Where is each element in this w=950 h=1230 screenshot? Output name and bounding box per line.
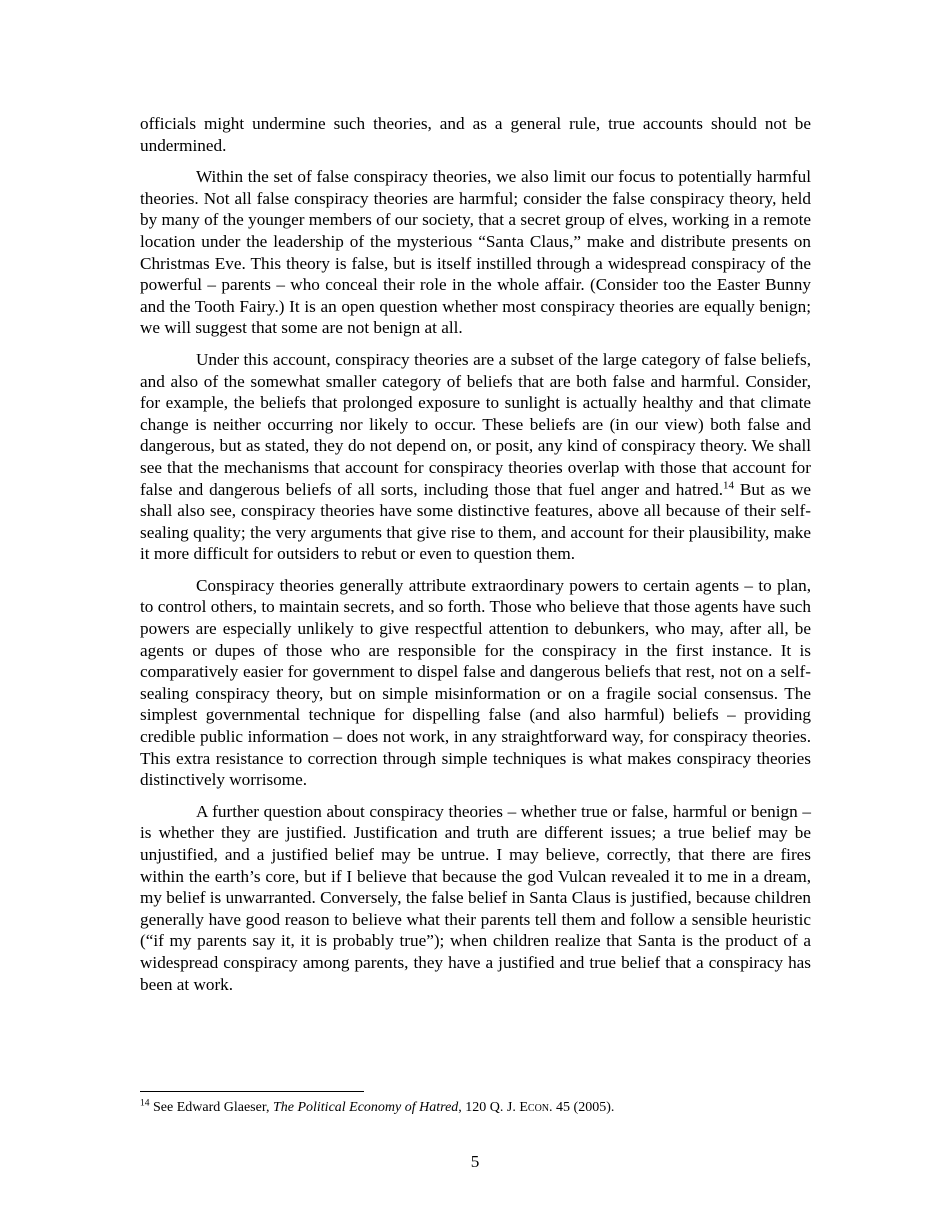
footnote-citation-end: . 45 (2005).	[549, 1100, 615, 1115]
paragraph-3-text-before-note: Under this account, conspiracy theories are a subset of the large category of false beliefs, and also of the somewhat smaller category of beliefs that are both false and harmful. Consider, for example, the beliefs that prolonged exposure to sunlight is actually healthy and that climate change is neither occurring nor likely to occur. These beliefs are (in our view) both false and dangerous, but as stated, they do not depend on, or posit, any kind of conspiracy theory. We shall see that the mechanisms that account for conspiracy theories overlap with those that account for false and dangerous beliefs of all sorts, including those that fuel anger and hatred.	[140, 349, 811, 499]
page-body	[140, 113, 811, 1005]
paragraph-3-text-after-note: But as we shall also see, conspiracy theories have some distinctive features, above all because of their self-sealing quality; the very arguments that give rise to them, and account for their plausibility, make it more difficult for outsiders to rebut or even to question them.	[140, 479, 811, 564]
footnote-reference-14[interactable]: 14	[723, 478, 734, 491]
footnote-cited-title: The Political Economy of Hatred	[272, 1100, 459, 1115]
paragraph-4: Conspiracy theories generally attribute extraordinary powers to certain agents – to plan, to control others, to maintain secrets, and so forth. Those who believe that those agents have such powers are especially unlikely to give respectful attention to debunkers, who may, after all, be agents or dupes of those who are responsible for the conspiracy in the first instance. It is comparatively easier for government to dispel false and dangerous beliefs that rest, not on a self-sealing conspiracy theory, but on simple misinformation or on a fragile social consensus. The simplest governmental technique for dispelling false (and also harmful) beliefs – providing credible public information – does not work, in any straightforward way, for conspiracy theories. This extra resistance to correction through simple techniques is what makes conspiracy theories distinctively worrisome.	[140, 575, 811, 790]
footnote-separator	[140, 1091, 364, 1092]
footnote-number: 14	[140, 1098, 150, 1109]
footnote-journal: Econ	[519, 1100, 550, 1115]
footnote-14	[140, 1099, 811, 1117]
footnote-citation-start: , 120 Q. J.	[458, 1100, 520, 1115]
paragraph-1: officials might undermine such theories, and as a general rule, true accounts should not be undermined.	[140, 114, 811, 155]
paragraph-5: A further question about conspiracy theories – whether true or false, harmful or benign – is whether they are justified. Justification and truth are different issues; a true belief may be unjustified, and a justified belief may be untrue. I may believe, correctly, that there are fires within the earth’s core, but if I believe that because the god Vulcan revealed it to me in a dream, my belief is unwarranted. Conversely, the false belief in Santa Claus is justified, because children generally have good reason to believe what their parents tell them and follow a sensible heuristic (“if my parents say it, it is probably true”); when children realize that Santa is the product of a widespread conspiracy among parents, they have a justified and true belief that a conspiracy has been at work.	[140, 801, 811, 994]
paragraph-2: Within the set of false conspiracy theories, we also limit our focus to potentially harmful theories. Not all false conspiracy theories are harmful; consider the false conspiracy theory, held by many of the younger members of our society, that a secret group of elves, working in a remote location under the leadership of the mysterious “Santa Claus,” make and distribute presents on Christmas Eve. This theory is false, but is itself instilled through a widespread conspiracy of the powerful – parents – who conceal their role in the whole affair. (Consider too the Easter Bunny and the Tooth Fairy.) It is an open question whether most conspiracy theories are equally benign; we will suggest that some are not benign at all.	[140, 167, 811, 338]
footnote-prefix: See Edward Glaeser,	[149, 1100, 273, 1115]
page-number: 5	[470, 1152, 480, 1171]
paragraph-3	[140, 349, 811, 565]
